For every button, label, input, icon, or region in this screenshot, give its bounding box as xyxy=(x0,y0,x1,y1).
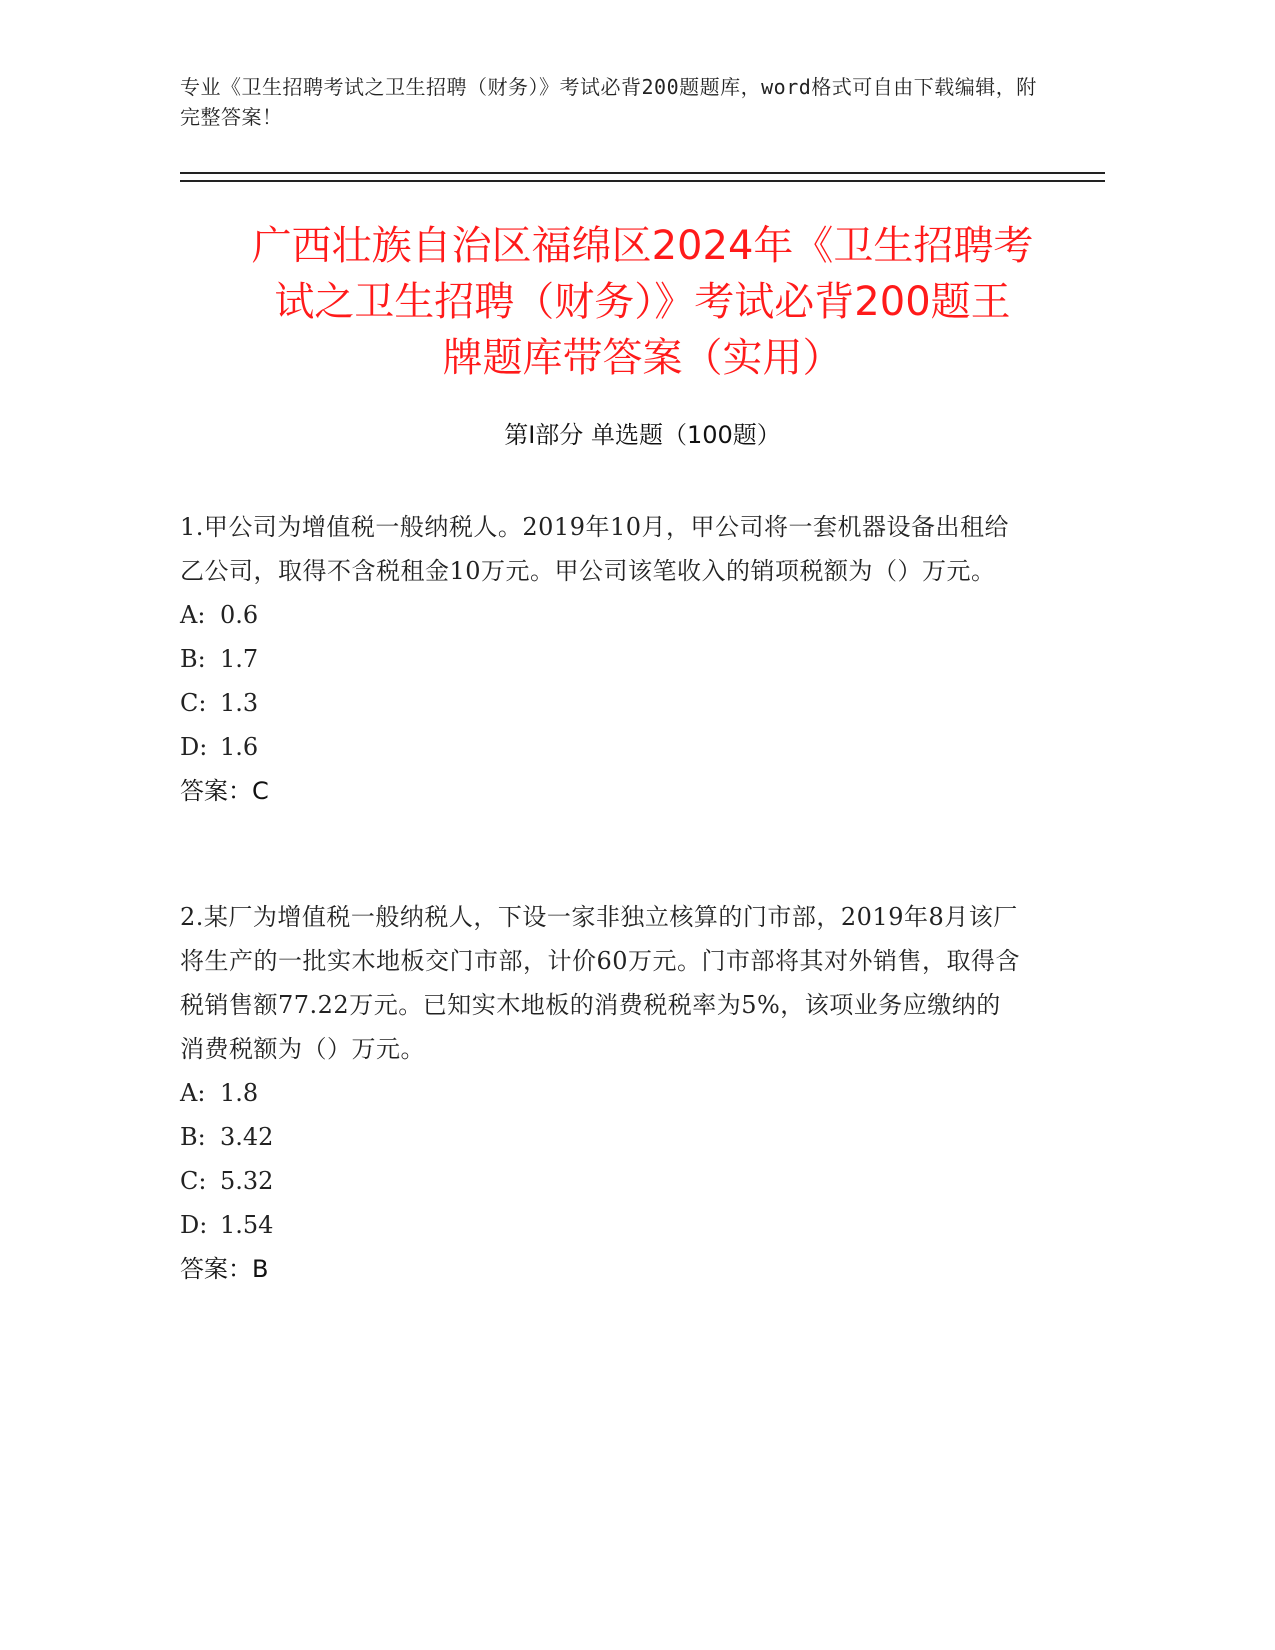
option-d xyxy=(180,1203,1025,1247)
title-line-3: 牌题库带答案（实用） xyxy=(442,335,843,381)
option-a xyxy=(180,1071,1025,1115)
title-line-2: 试之卫生招聘（财务）》考试必背200题王 xyxy=(274,279,1011,325)
option-letter: D: xyxy=(180,1211,208,1239)
option-letter: D: xyxy=(180,733,208,761)
answer-line: 答案：B xyxy=(180,1255,269,1283)
question-2 xyxy=(180,895,1025,1291)
option-value: 5.32 xyxy=(220,1167,274,1195)
option-value: 3.42 xyxy=(220,1123,274,1151)
option-value: 0.6 xyxy=(220,601,259,629)
answer-line: 答案：C xyxy=(180,777,269,805)
option-value: 1.8 xyxy=(220,1079,259,1107)
option-value: 1.7 xyxy=(220,645,259,673)
option-a xyxy=(180,593,1025,637)
question-1 xyxy=(180,505,1025,813)
option-d xyxy=(180,725,1025,769)
header-divider-top xyxy=(180,172,1105,174)
option-value: 1.3 xyxy=(220,689,259,717)
option-value: 1.54 xyxy=(220,1211,274,1239)
document-title xyxy=(180,218,1105,386)
option-b xyxy=(180,1115,1025,1159)
option-letter: B: xyxy=(180,645,206,673)
option-value: 1.6 xyxy=(220,733,259,761)
option-c xyxy=(180,1159,1025,1203)
document-intro: 专业《卫生招聘考试之卫生招聘（财务）》考试必背200题题库，word格式可自由下载编辑，附完整答案！ xyxy=(180,75,1037,129)
header-divider-bottom xyxy=(180,180,1105,182)
option-b xyxy=(180,637,1025,681)
option-letter: B: xyxy=(180,1123,206,1151)
title-line-1: 广西壮族自治区福绵区2024年《卫生招聘考 xyxy=(251,223,1034,269)
option-letter: A: xyxy=(180,1079,206,1107)
question-stem: 2.某厂为增值税一般纳税人，下设一家非独立核算的门市部，2019年8月该厂将生产的一批实木地板交门市部，计价60万元。门市部将其对外销售，取得含税销售额77.22万元。已知实木地板的消费税税率为5%，该项业务应缴纳的消费税额为（）万元。 xyxy=(180,903,1021,1063)
option-letter: C: xyxy=(180,689,207,717)
option-letter: C: xyxy=(180,1167,207,1195)
question-stem: 1.甲公司为增值税一般纳税人。2019年10月，甲公司将一套机器设备出租给乙公司，取得不含税租金10万元。甲公司该笔收入的销项税额为（）万元。 xyxy=(180,513,1010,585)
section-title: 第Ⅰ部分 单选题（100题） xyxy=(504,421,781,449)
option-letter: A: xyxy=(180,601,206,629)
option-c xyxy=(180,681,1025,725)
